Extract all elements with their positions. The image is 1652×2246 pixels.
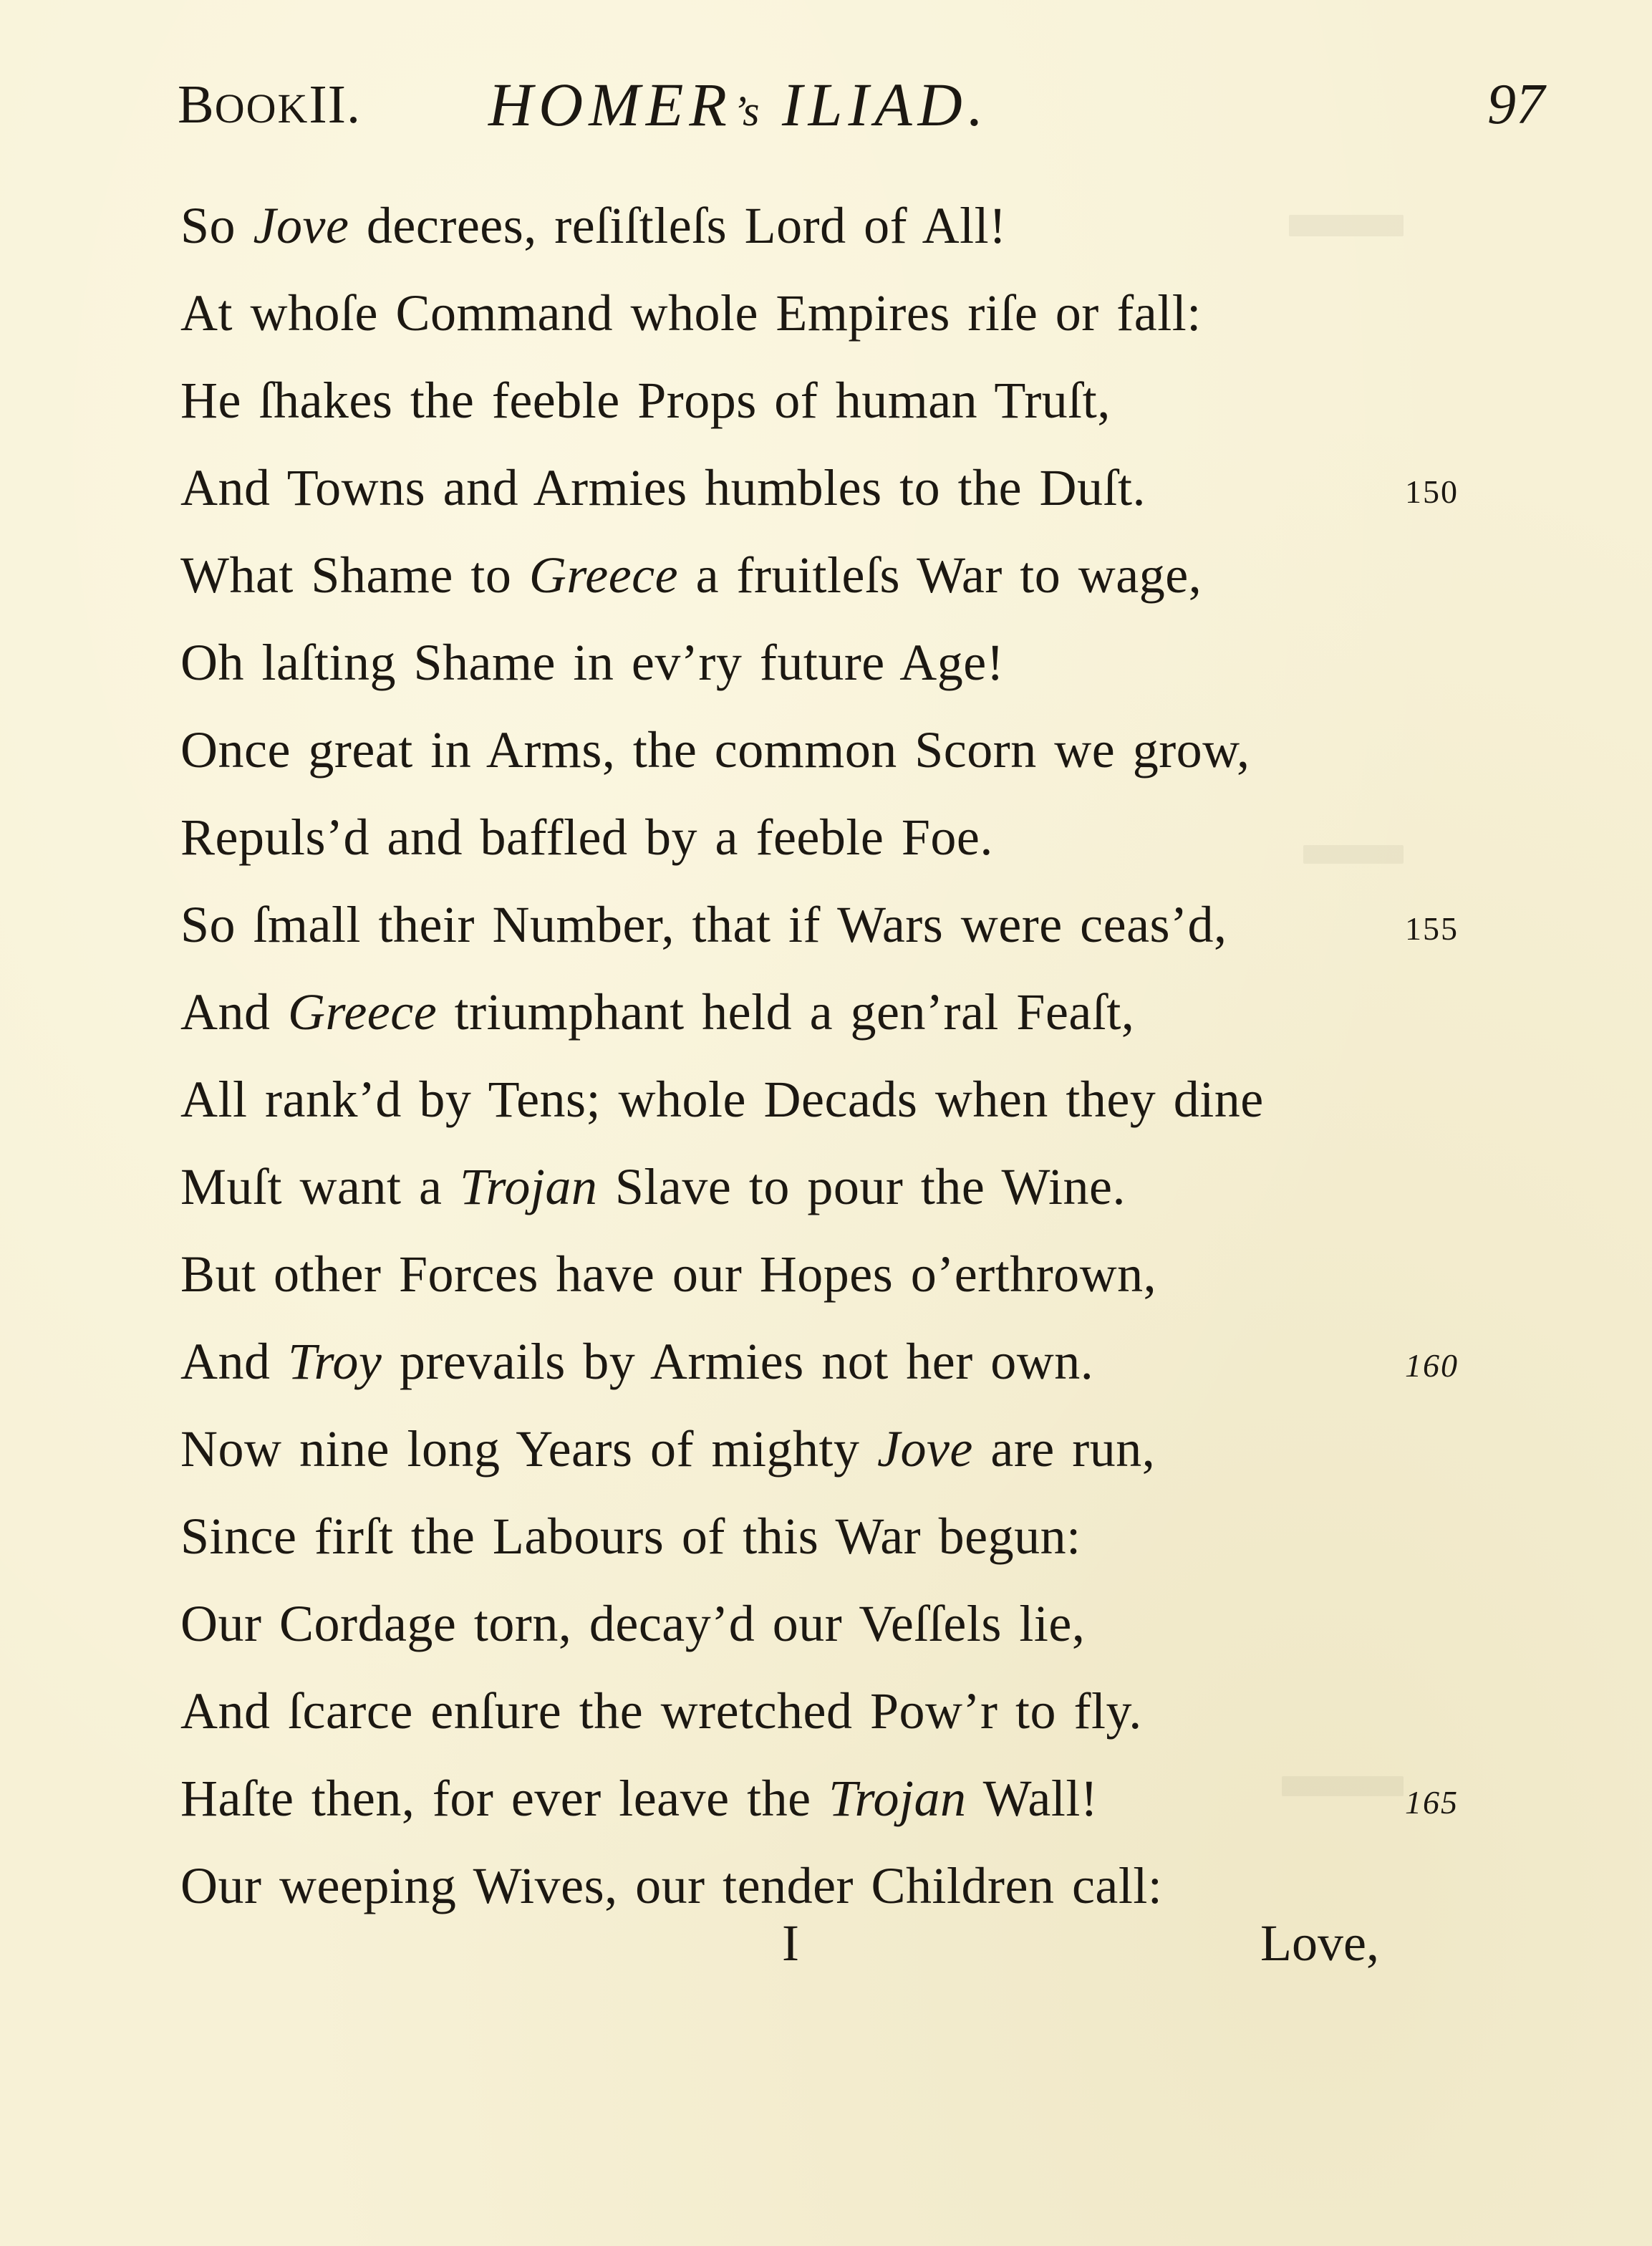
verse-line: And Greece triumphant held a gen’ral Feaſt,: [180, 983, 1135, 1041]
verse-line: And Towns and Armies humbles to the Duſt. 150: [180, 444, 1484, 531]
verse-line: Since firſt the Labours of this War begun:: [180, 1508, 1081, 1565]
verse-line: So ſmall their Number, that if Wars were ceas’d, 155: [180, 881, 1484, 968]
book-label: [178, 62, 361, 152]
catchword: Love,: [1260, 1914, 1379, 1972]
work-title-rest: ILIAD.: [760, 70, 990, 139]
verse-line: Haſte then, for ever leave the Trojan Wall! 165: [180, 1755, 1484, 1842]
book-number: II.: [309, 74, 361, 135]
verse-line: All rank’d by Tens; whole Decads when they dine: [180, 1071, 1264, 1128]
verse-line: At whoſe Command whole Empires riſe or fall:: [180, 284, 1202, 342]
verse-line: Oh laſting Shame in ev’ry future Age!: [180, 634, 1005, 691]
verse-line: And Troy prevails by Armies not her own. 160: [180, 1318, 1484, 1405]
verse-line: Once great in Arms, the common Scorn we grow,: [180, 721, 1250, 779]
catchword-line: [180, 1899, 1484, 1987]
verse-line: Muſt want a Trojan Slave to pour the Wine.: [180, 1158, 1126, 1215]
page-number: 97: [1487, 73, 1545, 136]
work-title-main: HOMER: [488, 70, 733, 139]
verse-line: Our weeping Wives, our tender Children call:: [180, 1857, 1163, 1914]
verse-block: [180, 182, 1484, 1929]
verse-line: And ſcarce enſure the wretched Pow’r to fly.: [180, 1682, 1142, 1740]
line-number: 165: [1405, 1784, 1459, 1821]
line-number: 150: [1405, 473, 1459, 510]
verse-line: Now nine long Years of mighty Jove are run,: [180, 1420, 1156, 1478]
verse-line: Repuls’d and baffled by a feeble Foe.: [180, 809, 993, 866]
line-number: 155: [1405, 910, 1459, 947]
verse-line: He ſhakes the feeble Props of human Truſt,: [180, 372, 1111, 429]
work-title-possessive: ’s: [732, 87, 761, 135]
book-label-initial: B: [178, 74, 215, 135]
running-head: [178, 62, 1545, 148]
verse-line: But other Forces have our Hopes o’erthrown,: [180, 1245, 1157, 1303]
work-title: [488, 62, 989, 154]
signature-mark: I: [782, 1914, 799, 1972]
line-number: 160: [1405, 1347, 1459, 1384]
verse-line: So Jove decrees, reſiſtleſs Lord of All!: [180, 197, 1007, 254]
verse-line: Our Cordage torn, decay’d our Veſſels lie,: [180, 1595, 1086, 1652]
verse-line: What Shame to Greece a fruitleſs War to wage,: [180, 546, 1202, 604]
book-label-small-caps: OOK: [214, 85, 309, 132]
